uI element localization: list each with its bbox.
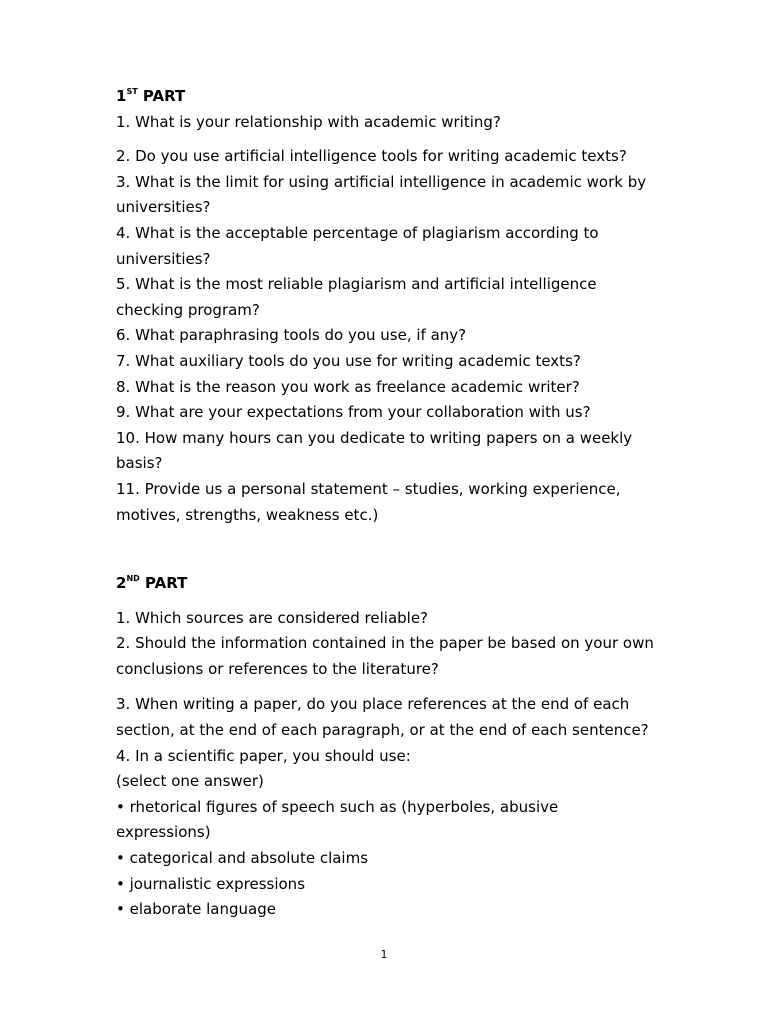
page-number: 1: [380, 948, 388, 961]
part-2-heading-ordinal: ND: [126, 574, 140, 584]
part-1-question: 11. Provide us a personal statement – studies, working experience, motives, strengths, weakness etc.): [116, 479, 621, 524]
part-1-question: 10. How many hours can you dedicate to writing papers on a weekly basis?: [116, 428, 633, 473]
part-2-question: 1. Which sources are considered reliable?: [116, 608, 429, 627]
part-1-question: 1. What is your relationship with academic writing?: [116, 112, 501, 131]
part-1-heading-ordinal: ST: [126, 87, 138, 96]
part-1-question: 3. What is the limit for using artificial intelligence in academic work by universities?: [116, 172, 647, 217]
answer-option: • categorical and absolute claims: [116, 849, 369, 868]
part-2-heading: [116, 571, 656, 597]
part-2-question: 3. When writing a paper, do you place references at the end of each section, at the end of each paragraph, or at the end of each sentence?: [116, 695, 649, 740]
document-page: [116, 84, 656, 923]
answer-option: • rhetorical figures of speech such as (hyperboles, abusive expressions): [116, 797, 559, 842]
part-2-question: 2. Should the information contained in the paper be based on your own conclusions or references to the literature?: [116, 634, 654, 678]
part-2-heading-number: 2: [116, 574, 127, 593]
part-1-question: 9. What are your expectations from your collaboration with us?: [116, 403, 591, 422]
part-1-question: 8. What is the reason you work as freelance academic writer?: [116, 377, 580, 396]
part-2-heading-label: PART: [139, 574, 188, 593]
part-2-question: 4. In a scientific paper, you should use:: [116, 746, 411, 765]
part-1-heading: [116, 84, 656, 110]
part-1-question: 2. Do you use artificial intelligence tools for writing academic texts?: [116, 147, 627, 166]
part-1-question: 4. What is the acceptable percentage of plagiarism according to universities?: [116, 223, 599, 268]
part-1-question: 5. What is the most reliable plagiarism and artificial intelligence checking program?: [116, 275, 597, 319]
part-1-question: 6. What paraphrasing tools do you use, if any?: [116, 326, 467, 345]
part-2-instruction: (select one answer): [116, 772, 264, 791]
answer-option: • elaborate language: [116, 900, 276, 919]
part-1-heading-label: PART: [137, 87, 186, 105]
part-1-question: 7. What auxiliary tools do you use for writing academic texts?: [116, 351, 581, 370]
part-1-heading-number: 1: [116, 87, 127, 105]
answer-option: • journalistic expressions: [116, 874, 306, 893]
